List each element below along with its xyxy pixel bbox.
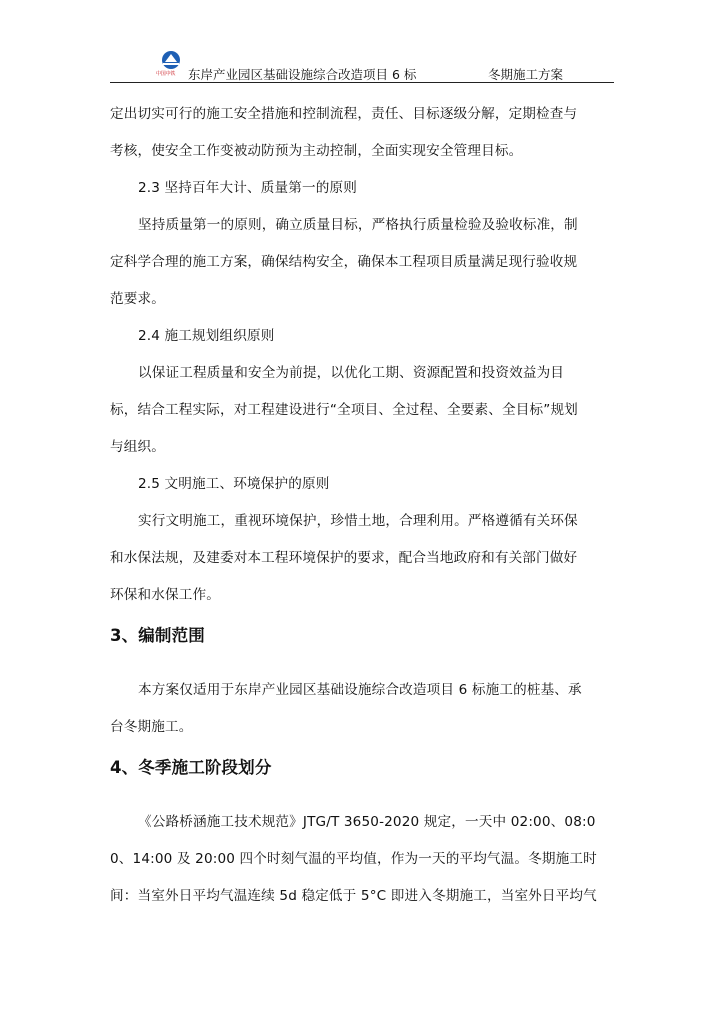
page-header [110, 50, 614, 83]
section-heading-2-5: 2.5 文明施工、环境保护的原则 [138, 476, 330, 492]
section-heading-2-3: 2.3 坚持百年大计、质量第一的原则 [138, 180, 357, 196]
paragraph-line: 范要求。 [110, 291, 165, 307]
paragraph-line: 考核，使安全工作变被动防预为主动控制，全面实现安全管理目标。 [110, 143, 523, 159]
paragraph-line: 定科学合理的施工方案，确保结构安全，确保本工程项目质量满足现行验收规 [110, 254, 578, 270]
paragraph-line: 定出切实可行的施工安全措施和控制流程，责任、目标逐级分解，定期检查与 [110, 106, 578, 122]
document-body [110, 102, 614, 921]
paragraph-line: 实行文明施工，重视环境保护，珍惜土地，合理利用。严格遵循有关环保 [138, 513, 578, 529]
header-document-type: 冬期施工方案 [488, 67, 564, 82]
paragraph-line: 与组织。 [110, 439, 165, 455]
paragraph-line: 台冬期施工。 [110, 719, 193, 735]
paragraph-line: 间：当室外日平均气温连续 5d 稳定低于 5°C 即进入冬期施工，当室外日平均气 [110, 888, 597, 904]
paragraph-line: 和水保法规，及建委对本工程环境保护的要求，配合当地政府和有关部门做好 [110, 550, 578, 566]
paragraph-line: 以保证工程质量和安全为前提，以优化工期、资源配置和投资效益为目 [138, 365, 565, 381]
section-heading-2-4: 2.4 施工规划组织原则 [138, 328, 275, 344]
paragraph-line: 《公路桥涵施工技术规范》JTG/T 3650-2020 规定，一天中 02:00、08:0 [138, 814, 596, 830]
paragraph-line: 0、14:00 及 20:00 四个时刻气温的平均值，作为一天的平均气温。冬期施工时 [110, 851, 597, 867]
chapter-heading-3: 3、编制范围 [110, 626, 205, 645]
chapter-heading-4: 4、冬季施工阶段划分 [110, 758, 272, 777]
logo-text: 中国中铁 [156, 71, 176, 77]
paragraph-line: 本方案仅适用于东岸产业园区基础设施综合改造项目 6 标施工的桩基、承 [138, 682, 582, 698]
paragraph-line: 标，结合工程实际，对工程建设进行“全项目、全过程、全要素、全目标”规划 [110, 402, 578, 418]
header-project-title: 东岸产业园区基础设施综合改造项目 6 标 [188, 67, 417, 82]
paragraph-line: 环保和水保工作。 [110, 587, 220, 603]
paragraph-line: 坚持质量第一的原则，确立质量目标，严格执行质量检验及验收标准，制 [138, 217, 578, 233]
